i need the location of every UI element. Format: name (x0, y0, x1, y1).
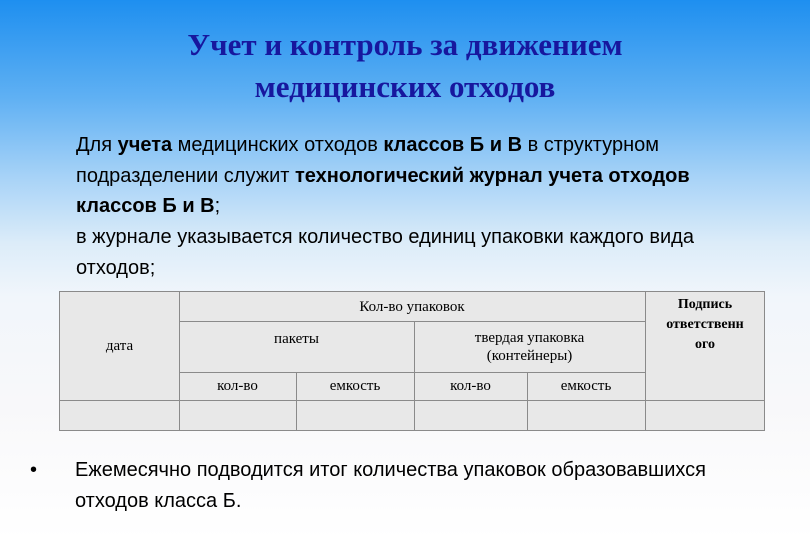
text-segment: Для (76, 134, 118, 156)
text-segment: медицинских отходов (172, 134, 384, 156)
header-signature (648, 295, 762, 355)
paragraph-record: в журнале указывается количество единиц упаковки каждого вида отходов; (76, 226, 694, 279)
header-rigid-containers (414, 321, 645, 372)
bold-segment: учета (117, 134, 173, 156)
text-segment: в структурном подразделении служит (76, 134, 659, 187)
bold-segment: технологический журнал учета отходов классов Б и В (76, 164, 690, 217)
header-rigid-capacity: емкость (560, 378, 612, 394)
table-divider (527, 400, 528, 430)
header-bags: пакеты (274, 331, 319, 347)
header-rigid-line-2: (контейнеры) (486, 347, 573, 364)
header-bags-quantity: кол-во (217, 378, 258, 394)
header-packages-count: Кол-во упаковок (359, 298, 465, 315)
bullet-text: Ежемесячно подводится итог количества упаковок образовавшихся отходов класса Б. (75, 459, 707, 512)
table-divider (60, 400, 764, 401)
table-divider (414, 400, 415, 430)
paragraph-journal (76, 130, 776, 222)
signature-line-1: Подпись (677, 297, 733, 312)
header-bags-capacity: емкость (329, 378, 381, 394)
table-divider (296, 400, 297, 430)
header-rigid-quantity: кол-во (450, 378, 491, 394)
signature-line-2: ответственн (666, 317, 744, 332)
bullet-marker: • (30, 459, 38, 481)
table-divider (179, 400, 180, 430)
table-divider (645, 400, 646, 430)
header-rigid-line-1: твердая упаковка (474, 329, 585, 346)
title-line-1: Учет и контроль за движением (187, 27, 623, 62)
title-line-2: медицинских отходов (254, 69, 556, 104)
text-segment: ; (214, 195, 221, 217)
signature-line-3: ого (694, 337, 715, 352)
bold-segment: классов Б и В (383, 134, 523, 156)
header-date: дата (105, 338, 134, 354)
slide-title (100, 24, 710, 108)
table-divider (645, 292, 646, 400)
